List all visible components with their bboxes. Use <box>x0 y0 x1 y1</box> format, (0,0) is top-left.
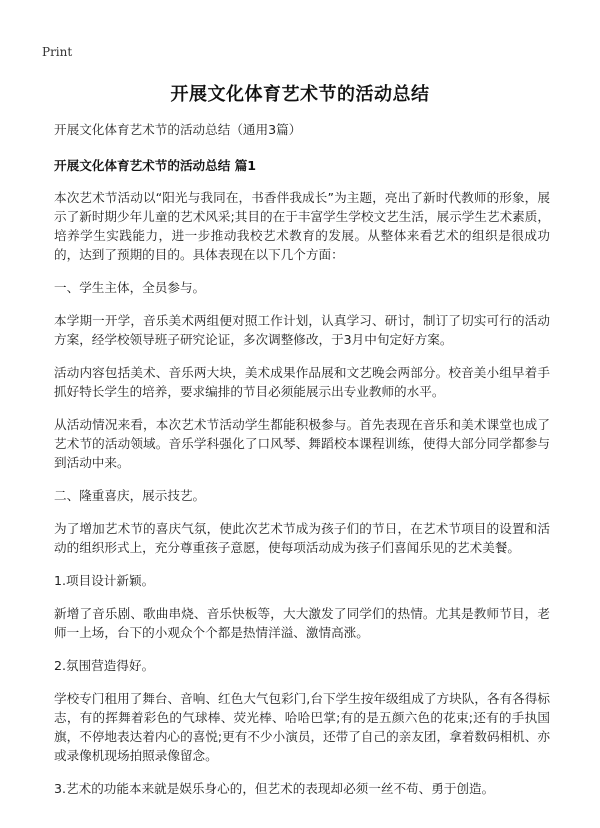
item-art-function: 3.艺术的功能本来就是娱乐身心的，但艺术的表现却必须一丝不苟、勇于创造。 <box>54 781 495 796</box>
paragraph-content: 活动内容包括美术、音乐两大块，美术成果作品展和文艺晚会两部分。校音美小组早着手抓好特长学生的培养，要求编排的节目必须能展示出专业教师的水平。 <box>54 365 550 399</box>
heading-celebration: 二、隆重喜庆，展示技艺。 <box>54 488 206 503</box>
item-atmosphere: 2.氛围营造得好。 <box>54 658 155 673</box>
heading-student-participation: 一、学生主体，全员参与。 <box>54 280 206 295</box>
print-link[interactable]: Print <box>42 45 73 59</box>
section-heading: 开展文化体育艺术节的活动总结 篇1 <box>54 158 257 173</box>
paragraph-atmosphere: 为了增加艺术节的喜庆气氛，使此次艺术节成为孩子们的节日，在艺术节项目的设置和活动的组织形式上，充分尊重孩子意愿，使每项活动成为孩子们喜闻乐见的艺术美餐。 <box>54 521 550 555</box>
item-project-design: 1.项目设计新颖。 <box>54 573 155 588</box>
paragraph-new-programs: 新增了音乐剧、歌曲串烧、音乐快板等，大大激发了同学们的热情。尤其是教师节目，老师一上场，台下的小观众个个都是热情洋溢、激情高涨。 <box>54 606 550 640</box>
document-body <box>54 120 550 812</box>
paragraph-participation: 从活动情况来看，本次艺术节活动学生都能积极参与。首先表现在音乐和美术课堂也成了艺术节的活动领域。音乐学科强化了口风琴、舞蹈校本课程训练，使得大部分同学都参与到活动中来。 <box>54 417 550 470</box>
paragraph-stage: 学校专门租用了舞台、音响、红色大气包彩门,台下学生按年级组成了方块队，各有各得标志，有的挥舞着彩色的气球棒、荧光棒、哈哈巴掌;有的是五颜六色的花束;还有的手执国旗，不停地表达着内心的喜悦;更有不少小演员，还带了自己的亲友团，拿着数码相机、亦或录像机现场拍照录像留念。 <box>54 691 550 763</box>
paragraph-planning: 本学期一开学，音乐美术两组便对照工作计划，认真学习、研讨，制订了切实可行的活动方案，经学校领导班子研究论证，多次调整修改，于3月中旬定好方案。 <box>54 313 550 347</box>
page-title: 开展文化体育艺术节的活动总结 <box>170 84 430 105</box>
paragraph-intro: 本次艺术节活动以“阳光与我同在，书香伴我成长”为主题，亮出了新时代教师的形象，展示了新时期少年儿童的艺术风采;其目的在于丰富学生学校文艺生活，展示学生艺术素质，培养学生实践能力，进一步推动我校艺术教育的发展。从整体来看艺术的组织是很成功的，达到了预期的目的。具体表现在以下几个方面： <box>54 190 550 262</box>
document-subtitle: 开展文化体育艺术节的活动总结（通用3篇） <box>54 122 302 137</box>
